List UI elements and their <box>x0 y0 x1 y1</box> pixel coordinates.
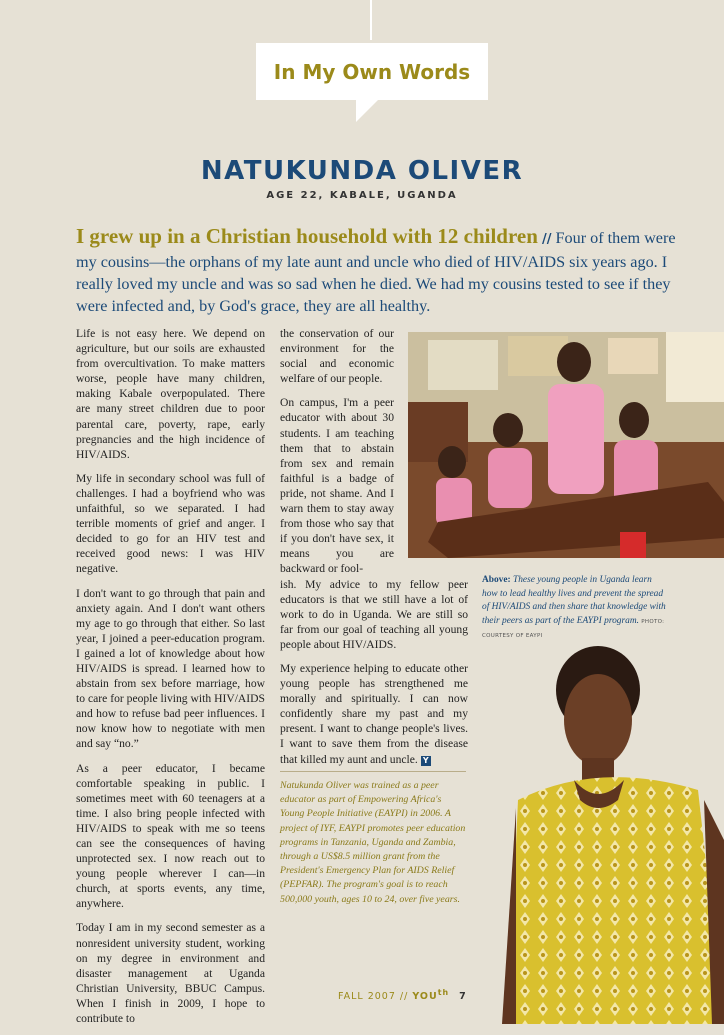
body-paragraph: ish. My advice to my fellow peer educators is that we still have a lot of work to do in Uganda. We are still so far from our goal of teaching all young people about HIV/AIDS. <box>280 577 468 651</box>
intro-separator: // <box>541 232 552 247</box>
page-footer <box>338 988 478 1002</box>
classroom-photo <box>408 332 724 558</box>
person-subtitle: AGE 22, KABALE, UGANDA <box>266 190 458 201</box>
footer-issue: FALL 2007 <box>338 991 396 1003</box>
sidebar-divider <box>280 771 466 772</box>
body-paragraph: Life is not easy here. We depend on agriculture, but our soils are exhausted from overcultivation. To make matters worse, people have many children, making Kabale overpopulated. There are many street children due to poor parental care, poverty, rape, early pregnancies and the high incidence of HIV/AIDS. <box>76 327 265 461</box>
bubble-tail <box>356 100 378 122</box>
portrait-photo-art <box>498 640 724 1024</box>
intro-paragraph <box>76 225 676 317</box>
body-paragraph-text: My experience helping to educate other young people has strengthened me morally and spiritually. I can now confidently share my past and my present. I want to change people's lives. I want to save them from the disease that killed my aunt and uncle. <box>280 661 468 766</box>
intro-lead: I grew up in a Christian household with 12 children <box>76 224 538 248</box>
portrait-photo <box>498 640 724 1024</box>
end-mark-icon: Y <box>421 756 431 766</box>
body-paragraph: On campus, I'm a peer educator with about 30 students. I am teaching them that to abstain from sex and remain faithful is a badge of pride, not shame. And I warn them to stay away from those who say that if you don't have sex, it means you are backward or fool- <box>280 396 394 576</box>
body-paragraph: I don't want to go through that pain and anxiety again. And I don't want others my age to go through that either. So last year, I joined a peer-education program. I gained a lot of knowledge about how HIV/AIDS is spread. I learned how to abstain from sex before marriage, how to care for people living with HIV/AIDS and how to refuse bad peer influences. I now know how to negotiate with men and say “no.” <box>76 586 265 751</box>
body-paragraph: the conservation of our environment for the social and economic welfare of our people. <box>280 327 394 386</box>
article-column-1 <box>76 326 265 1035</box>
intro-body: Four of them were my cousins—the orphans of my late aunt and uncle who died of HIV/AIDS six years ago. I really loved my uncle and was so sad when he died. We had my cousins tested to see if they were infected and, by God's grace, they are all healthy. <box>76 229 676 315</box>
footer-brand <box>412 988 450 1003</box>
section-label-bubble <box>256 43 488 100</box>
sidebar-note: Natukunda Oliver was trained as a peer educator as part of Empowering Africa's Young People Initiative (EAYPI) in 2006. A project of IYF, EAYPI promotes peer education programs in Tanzania, Uganda and Zambia, through a US$8.5 million grant from the President's Emergency Plan for AIDS Relief (PEPFAR). The program's goal is to reach 500,000 youth, ages 10 to 24, over five years. <box>280 780 466 905</box>
body-paragraph <box>280 661 468 767</box>
footer-brand-main: YOU <box>412 991 438 1003</box>
body-paragraph: My life in secondary school was full of challenges. I had a boyfriend who was unfaithful, so we separated. I had terrible moments of grief and anger. I decided to go for an HIV test and received good news: I was HIV negative. <box>76 471 265 576</box>
footer-brand-sup: th <box>437 988 450 997</box>
body-paragraph: Today I am in my second semester as a nonresident university student, working on my degree in environment and disaster management at Uganda Christian University, BBUC Campus. When I finish in 2009, I hope to contribute to <box>76 921 265 1026</box>
classroom-photo-art <box>408 332 724 558</box>
photo-caption <box>482 574 668 644</box>
section-label: In My Own Words <box>273 59 471 84</box>
caption-text: These young people in Uganda learn how to lead healthy lives and prevent the spread of HIV/AIDS and then share that knowledge with their peers as part of the EAYPI program. <box>482 575 666 626</box>
top-divider-line <box>370 0 372 40</box>
photo-credit: PHOTO: COURTESY OF EAYPI <box>482 618 665 640</box>
caption-label: Above: <box>482 575 511 585</box>
page-number: 7 <box>459 991 467 1003</box>
footer-separator: // <box>399 991 409 1003</box>
person-name: NATUKUNDA OLIVER <box>200 156 524 186</box>
body-paragraph: As a peer educator, I became comfortable speaking in public. I sometimes meet with 60 teenagers at a time. I also bring people infected with HIV/AIDS to speak with me so teens can see the consequences of having unprotected sex. I now reach out to young people wherever I can—in church, at sports events, any time, anywhere. <box>76 761 265 911</box>
